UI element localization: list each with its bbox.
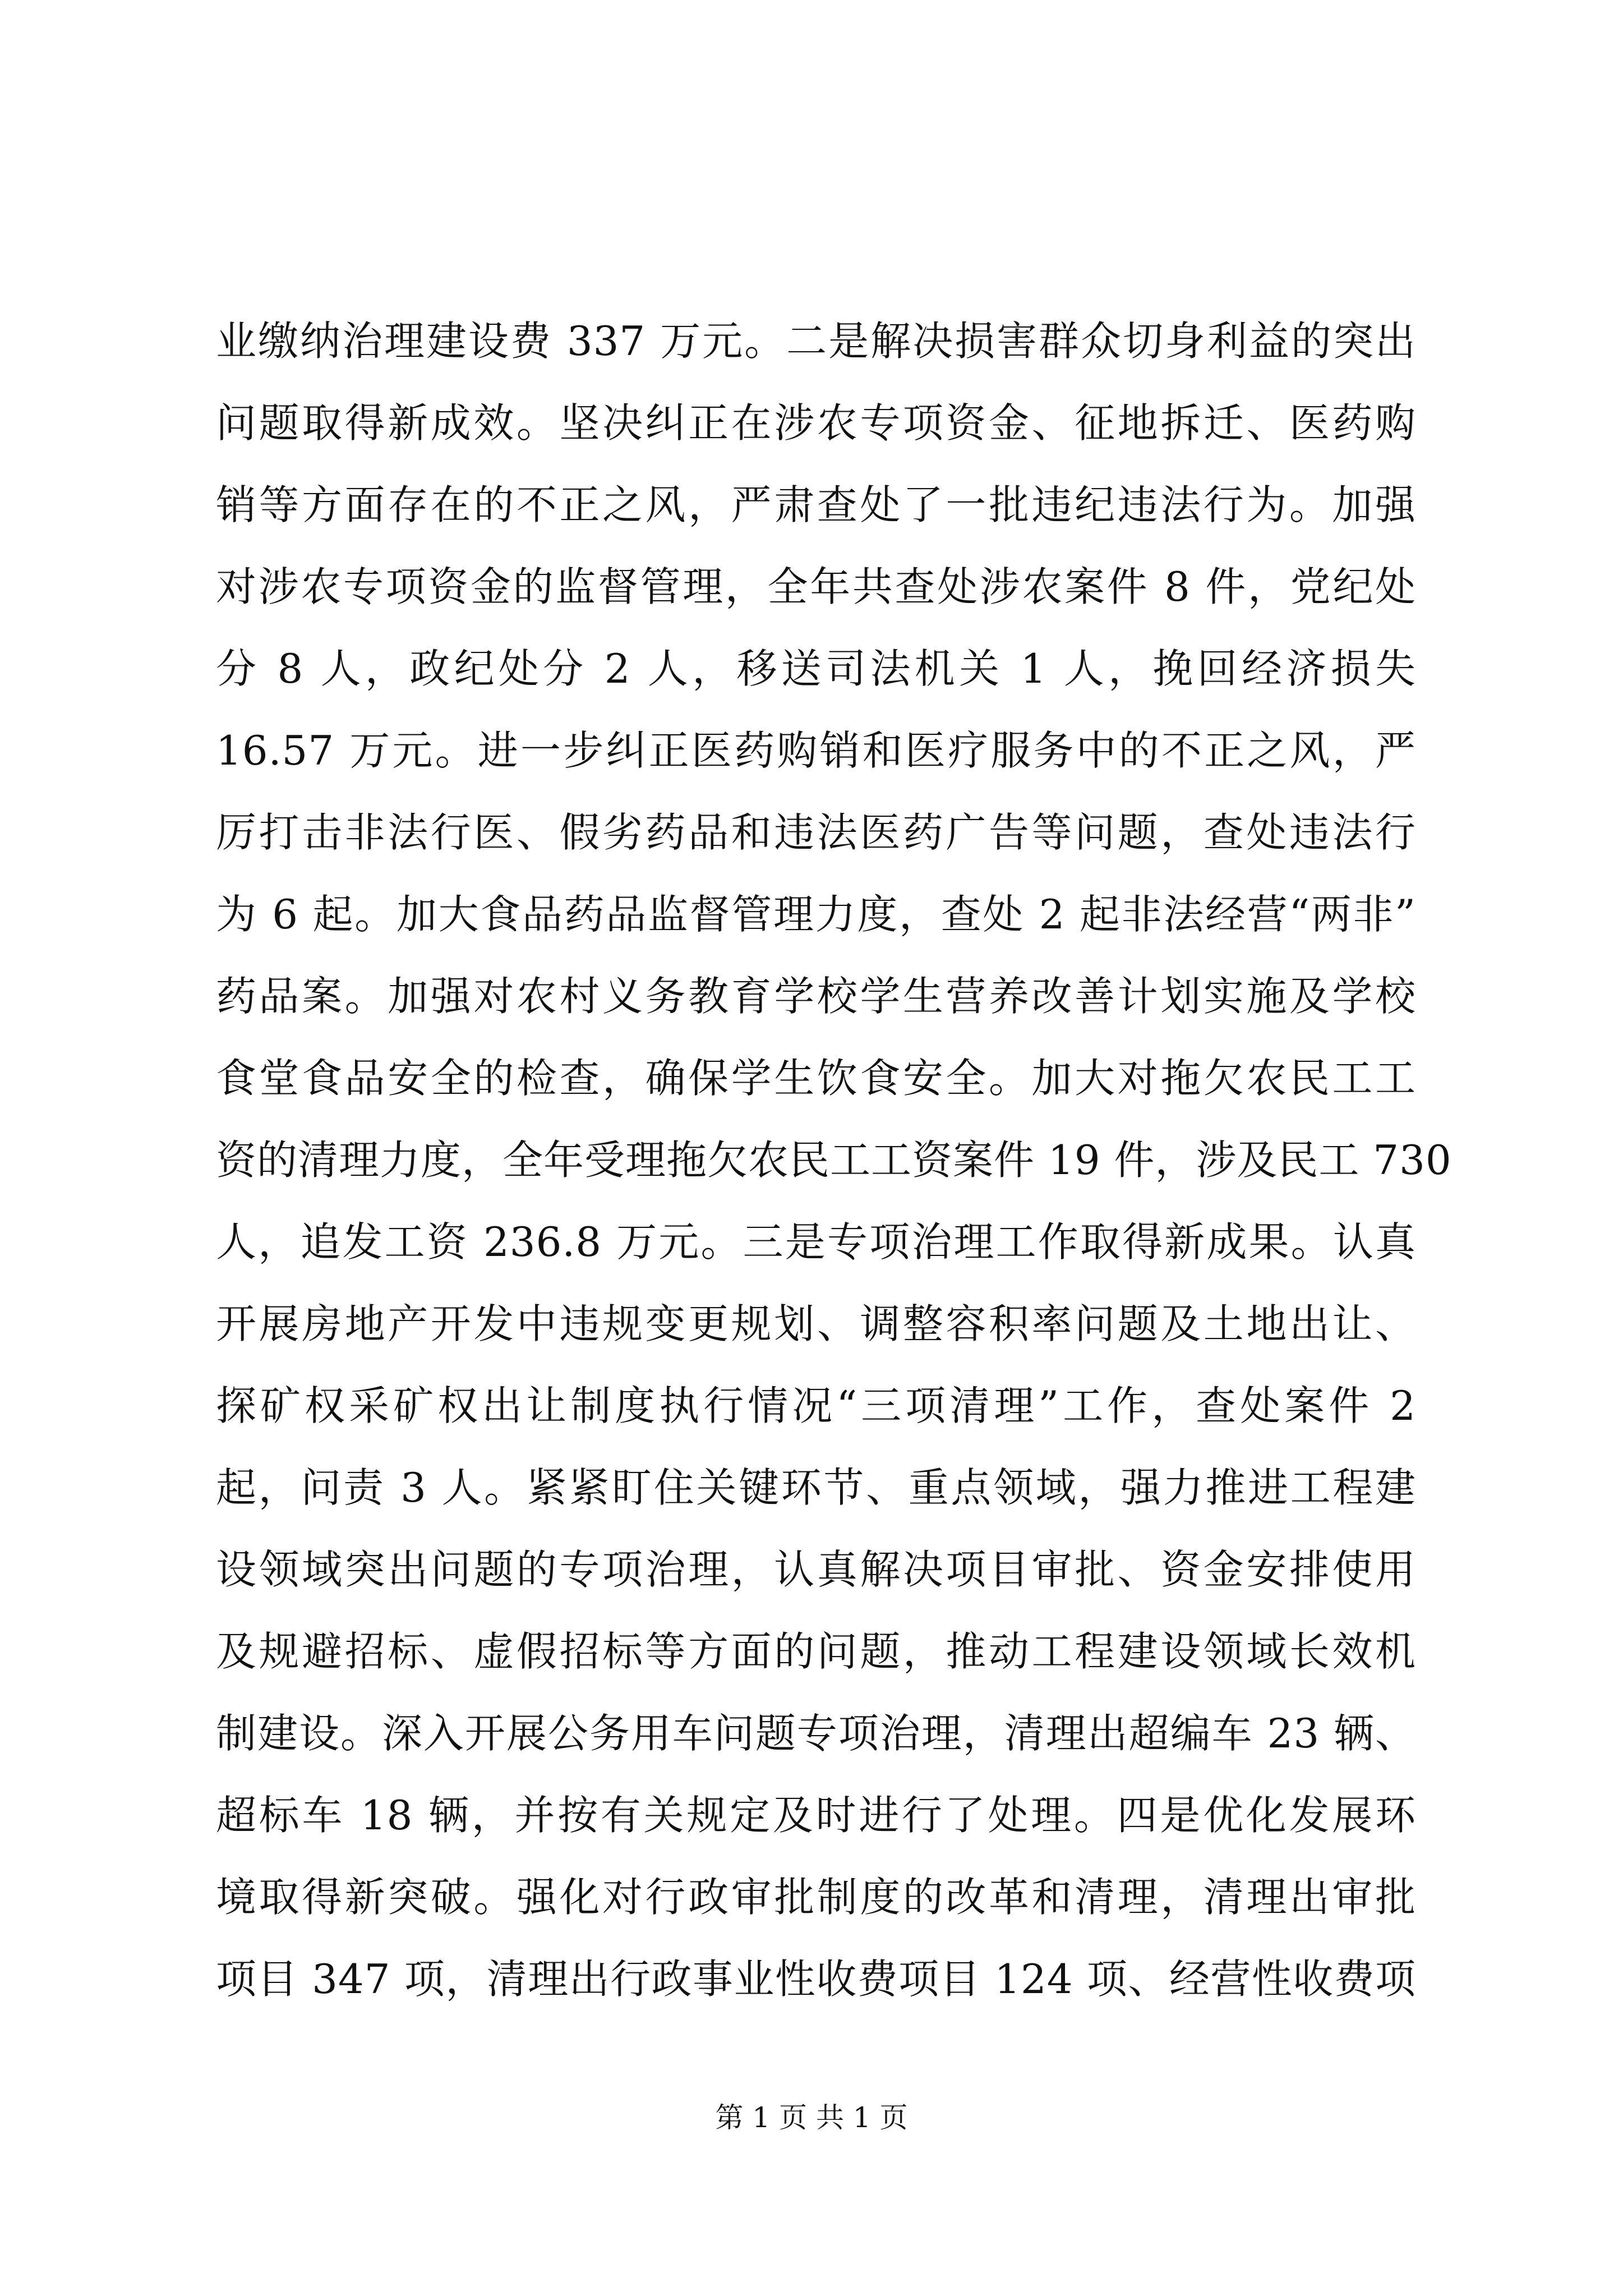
- text-line: 设领域突出问题的专项治理，认真解决项目审批、资金安排使用: [216, 1546, 1416, 1593]
- text-line: 境取得新突破。强化对行政审批制度的改革和清理，清理出审批: [216, 1874, 1416, 1921]
- text-line: 资的清理力度，全年受理拖欠农民工工资案件 19 件，涉及民工 730: [216, 1137, 1452, 1184]
- page-footer: [0, 2101, 1623, 2134]
- page-number-label: 第 1 页 共 1 页: [715, 2101, 908, 2134]
- text-line: 16.57 万元。进一步纠正医药购销和医疗服务中的不正之风，严: [216, 727, 1416, 774]
- body-text: [216, 300, 1452, 2020]
- text-line: 分 8 人，政纪处分 2 人，移送司法机关 1 人，挽回经济损失: [216, 645, 1416, 692]
- text-line: 探矿权采矿权出让制度执行情况“三项清理”工作，查处案件 2: [216, 1382, 1416, 1429]
- text-line: 销等方面存在的不正之风，严肃查处了一批违纪违法行为。加强: [216, 481, 1416, 528]
- text-line: 厉打击非法行医、假劣药品和违法医药广告等问题，查处违法行: [216, 809, 1416, 856]
- text-line: 开展房地产开发中违规变更规划、调整容积率问题及土地出让、: [216, 1300, 1416, 1347]
- text-line: 起，问责 3 人。紧紧盯住关键环节、重点领域，强力推进工程建: [216, 1464, 1416, 1511]
- text-line: 为 6 起。加大食品药品监督管理力度，查处 2 起非法经营“两非”: [216, 891, 1416, 938]
- text-line: 药品案。加强对农村义务教育学校学生营养改善计划实施及学校: [216, 973, 1416, 1020]
- text-line: 对涉农专项资金的监督管理，全年共查处涉农案件 8 件，党纪处: [216, 563, 1416, 610]
- text-line: 制建设。深入开展公务用车问题专项治理，清理出超编车 23 辆、: [216, 1710, 1416, 1757]
- text-line: 业缴纳治理建设费 337 万元。二是解决损害群众切身利益的突出: [216, 318, 1416, 365]
- text-line: 项目 347 项，清理出行政事业性收费项目 124 项、经营性收费项: [216, 1955, 1416, 2003]
- text-line: 人，追发工资 236.8 万元。三是专项治理工作取得新成果。认真: [216, 1218, 1416, 1266]
- text-line: 食堂食品安全的检查，确保学生饮食安全。加大对拖欠农民工工: [216, 1055, 1416, 1102]
- text-line: 及规避招标、虚假招标等方面的问题，推动工程建设领域长效机: [216, 1628, 1416, 1675]
- text-line: 问题取得新成效。坚决纠正在涉农专项资金、征地拆迁、医药购: [216, 399, 1416, 447]
- text-line: 超标车 18 辆，并按有关规定及时进行了处理。四是优化发展环: [216, 1792, 1416, 1839]
